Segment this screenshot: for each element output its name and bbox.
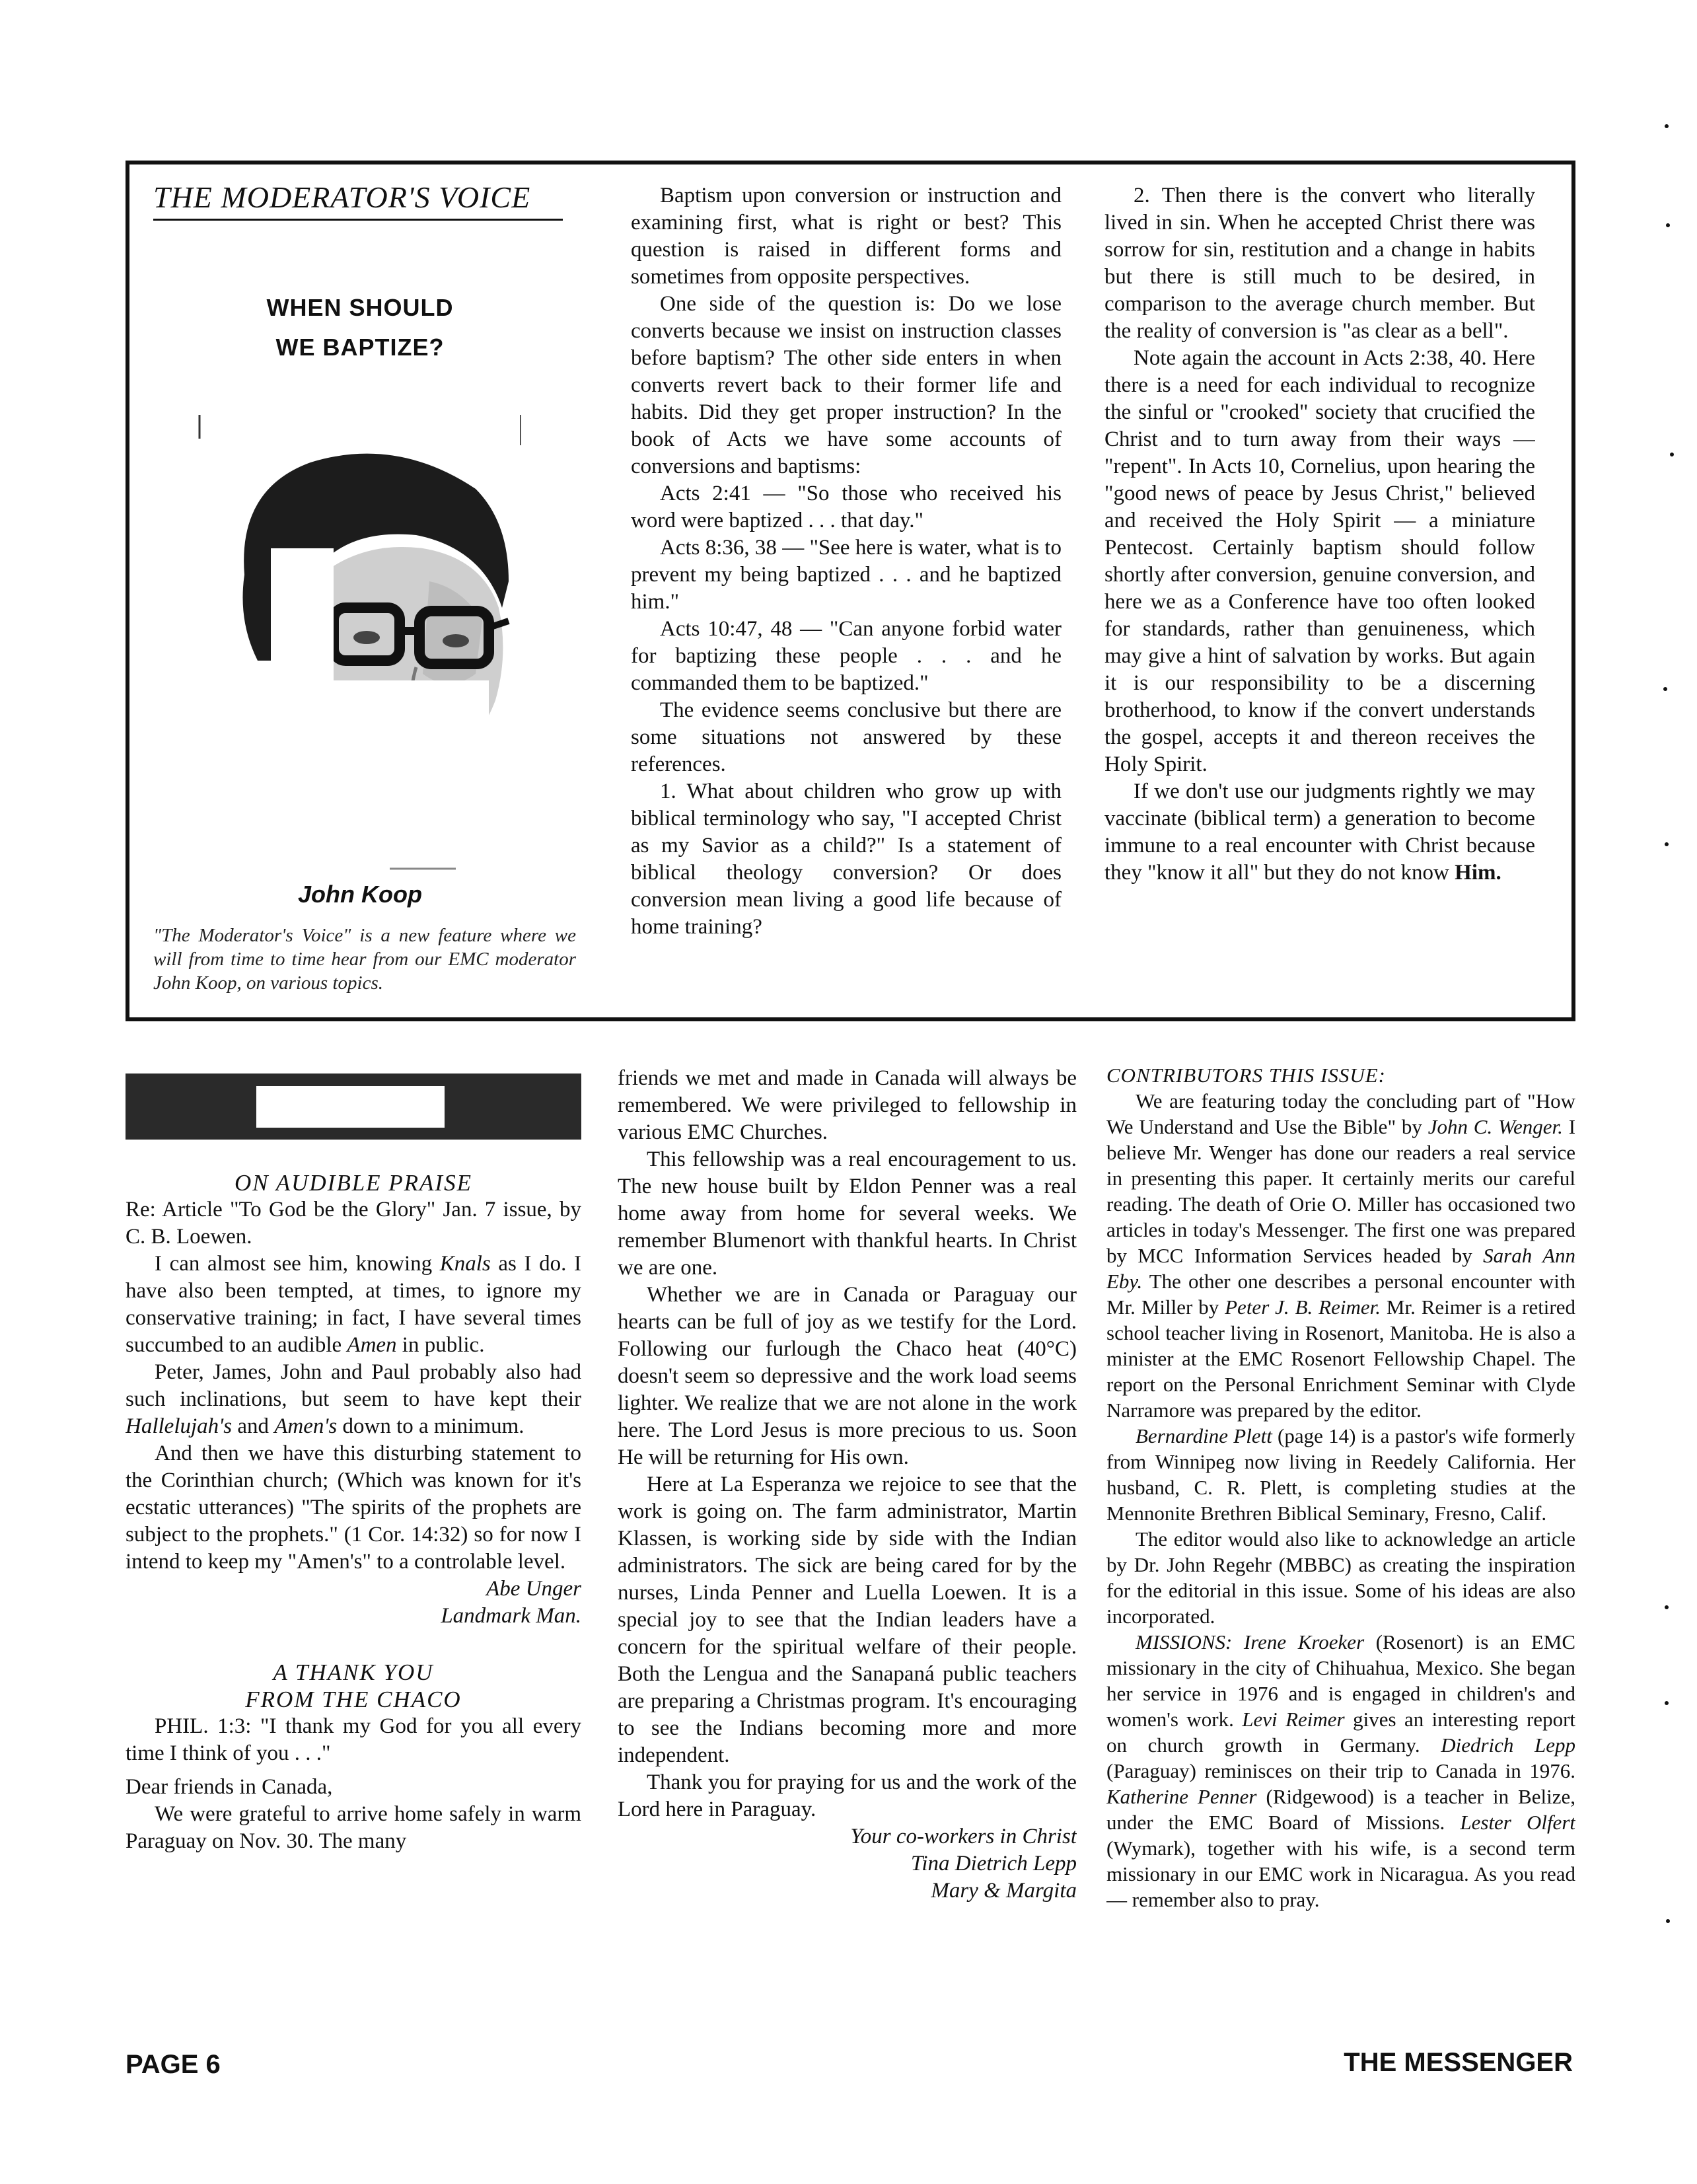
paragraph: Whether we are in Canada or Paraguay our hearts can be full of joy as we testify for the Lord. Following our furlough the Chaco heat (40°C) doesn't seem so depressive and the work load seems lighter. We realize that we are not alone in the work here. The Lord Jesus is more precious to us. Soon He will be returning for His own. [618, 1283, 1077, 1469]
article-title [198, 288, 522, 367]
italic-text: Hallelujah's [126, 1414, 233, 1438]
paragraph: One side of the question is: Do we lose converts because we insist on instruction classes before baptism? The other side enters in when converts revert back to their former life and habits. Did they get proper instruction? In the book of Acts we have some accounts of conversions and baptisms: [631, 292, 1062, 478]
publication-name: THE MESSENGER [1344, 2048, 1573, 2077]
text: and [237, 1414, 269, 1438]
thanks-salutation: Dear friends in Canada, [126, 1775, 333, 1799]
praise-signature-place: Landmark Man. [441, 1604, 581, 1628]
article-title-line1: WHEN SHOULD [266, 294, 454, 321]
text: (Paraguay) reminisces on their trip to Canada in 1976. [1106, 1759, 1575, 1782]
text: Peter, James, John and Paul probably also had such inclinations, but seem to have kept their [126, 1360, 581, 1411]
closing-text: If we don't use our judgments rightly we may vaccinate (biblical term) a generation to become immune to a real encounter with Christ because they "know it all" but they do not know [1104, 780, 1535, 885]
paragraph: Here at La Esperanza we rejoice to see that the work is going on. The farm administrator, Martin Klassen, is working side by side with the Indian administrators. The sick are being cared for by the nurses, Linda Penner and Luella Loewen. It is a special joy to see that the Indian leaders have a concern for the spiritual welfare of their people. Both the Lengua and the Sanapaná public teachers are preparing a Christmas program. It's encouraging to see the Indians becoming more and more independent. [618, 1473, 1077, 1767]
paragraph: 1. What about children who grow up with biblical terminology who say, "I accepted Christ as my Savior as a child?" Is a statement of biblical theology conversion? Or does conversion mean living a good life because of home training? [631, 780, 1062, 939]
banner-redacted-label [256, 1086, 445, 1128]
contributors-title: CONTRIBUTORS THIS ISSUE: [1106, 1064, 1386, 1087]
text: in public. [402, 1333, 485, 1357]
portrait-illustration [198, 410, 525, 872]
section-title: THE MODERATOR'S VOICE [153, 180, 563, 221]
praise-paragraph-2 [126, 1359, 581, 1440]
text: (Wymark), together with his wife, is a second term missionary in our EMC work in Nicaragua. As you read — remember also to pray. [1106, 1837, 1575, 1911]
thanks-paragraph-1: We were grateful to arrive home safely in warm Paraguay on Nov. 30. The many [126, 1802, 581, 1853]
thanks-title-1: A THANK YOU [273, 1659, 434, 1685]
letters-column-2 [618, 1065, 1077, 2049]
scan-speck [1663, 687, 1667, 691]
contributors-paragraph-1 [1106, 1088, 1575, 1423]
scan-speck [1665, 124, 1669, 128]
page-number: PAGE 6 [126, 2050, 221, 2079]
scan-speck [1665, 1701, 1669, 1705]
contributors-paragraph-2 [1106, 1423, 1575, 1526]
article-title-line2: WE BAPTIZE? [275, 334, 445, 361]
paragraph: friends we met and made in Canada will always be remembered. We were privileged to fellowship in various EMC Churches. [618, 1066, 1077, 1144]
thanks-title-2: FROM THE CHACO [245, 1687, 462, 1712]
italic-text: Diedrich Lepp [1441, 1733, 1575, 1757]
praise-signature-name: Abe Unger [486, 1577, 581, 1601]
photo-credit: John Koop [298, 881, 422, 908]
italic-text: Levi Reimer [1242, 1708, 1345, 1731]
contributors-column [1106, 1062, 1575, 2047]
thanks-signature-1: Your co-workers in Christ [850, 1825, 1077, 1848]
letters-column-1 [126, 1169, 581, 2028]
thanks-verse: PHIL. 1:3: "I thank my God for you all every time I think of you . . ." [126, 1714, 581, 1765]
paragraph: Baptism upon conversion or instruction and examining first, what is right or best? This question is raised in different forms and sometimes from opposite perspectives. [631, 184, 1062, 289]
praise-title: ON AUDIBLE PRAISE [235, 1170, 472, 1196]
italic-text: Amen [347, 1333, 397, 1357]
moderator-column-3 [1104, 182, 1535, 992]
italic-text: Knals [439, 1252, 491, 1276]
italic-text: John C. Wenger. [1427, 1115, 1563, 1138]
scan-speck [1666, 1919, 1670, 1923]
paragraph: Thank you for praying for us and the work of the Lord here in Paraguay. [618, 1770, 1077, 1821]
praise-paragraph-1 [126, 1251, 581, 1359]
scan-speck [1666, 223, 1670, 227]
text: gives an interesting report on church growth in Germany. [1106, 1708, 1575, 1757]
thanks-signature-2: Tina Dietrich Lepp [910, 1852, 1077, 1875]
thanks-signature-3: Mary & Margita [931, 1879, 1077, 1903]
text: Mr. Reimer is a retired school teacher living in Rosenort, Manitoba. He is also a minister at the EMC Rosenort Fellowship Chapel. The report on the Personal Enrichment Seminar with Clyde Narramore was prepared by the editor. [1106, 1295, 1575, 1422]
scan-speck [1665, 842, 1669, 846]
scan-speck [1670, 453, 1674, 456]
text: as I do. I have also been tempted, at times, to ignore my conservative training; in fact, I have several times succumbed to an audible [126, 1252, 581, 1357]
text: (page 14) is a pastor's wife formerly from Winnipeg now living in Reedely California. Her husband, C. R. Plett, is completing studies at the Mennonite Brethren Biblical Seminary, Fresno, Calif. [1106, 1424, 1575, 1525]
text: We are featuring today the concluding part of "How We Understand and Use the Bible" by [1106, 1089, 1575, 1138]
paragraph-closing [1104, 778, 1535, 887]
italic-text: Amen's [274, 1414, 338, 1438]
text: I can almost see him, knowing [155, 1252, 433, 1276]
moderator-column-2 [631, 182, 1062, 992]
closing-emphasis: Him. [1455, 861, 1501, 885]
paragraph: Note again the account in Acts 2:38, 40. Here there is a need for each individual to recognize the sinful or "crooked" society that crucified the Christ and to turn away from their ways — "repent". In Acts 10, Cornelius, upon hearing the "good news of peace by Jesus Christ," believed and received the Holy Spirit — a miniature Pentecost. Certainly baptism should follow shortly after conversion, genuine conversion, and here we as a Conference have too often looked for standards, rather than genuineness, which may give a hint of salvation by works. But again it is our responsibility to be a discerning brotherhood, to know if the convert understands the gospel, accepts it and thereon receives the Holy Spirit. [1104, 346, 1535, 776]
text: (Ridgewood) is a teacher in Belize, under the EMC Board of Missions. [1106, 1785, 1575, 1834]
paragraph: The evidence seems conclusive but there are some situations not answered by these references. [631, 698, 1062, 776]
italic-text: Peter J. B. Reimer. [1225, 1295, 1381, 1319]
paragraph: Acts 2:41 — "So those who received his word were baptized . . . that day." [631, 482, 1062, 532]
italic-text: Lester Olfert [1460, 1811, 1575, 1834]
feature-caption: "The Moderator's Voice" is a new feature where we will from time to time hear from our EMC moderator John Koop, on various topics. [153, 925, 576, 994]
contributors-paragraph-3: The editor would also like to acknowledge an article by Dr. John Regehr (MBBC) as creating the inspiration for the editorial in this issue. Some of his ideas are also incorporated. [1106, 1527, 1575, 1628]
paragraph: Acts 10:47, 48 — "Can anyone forbid water for baptizing these people . . . and he commanded them to be baptized." [631, 617, 1062, 695]
letters-banner [126, 1074, 581, 1140]
scan-speck [1665, 1605, 1669, 1609]
italic-text: Katherine Penner [1106, 1785, 1257, 1808]
paragraph: 2. Then there is the convert who literally lived in sin. When he accepted Christ there was sorrow for sin, restitution and a change in habits but there is still much to be desired, in comparison to the average church member. But the reality of conversion is "as clear as a bell". [1104, 184, 1535, 343]
text: down to a minimum. [342, 1414, 524, 1438]
text: I believe Mr. Wenger has done our readers a real service in presenting this paper. It certainly merits our careful reading. The death of Orie O. Miller has occasioned two articles in today's Messenger. The first one was prepared by MCC Information Services headed by [1106, 1115, 1575, 1267]
paragraph: This fellowship was a real encouragement to us. The new house built by Eldon Penner was a real home away from home for several weeks. We remember Blumenort with thankful hearts. In Christ we are one. [618, 1147, 1077, 1280]
italic-text: Bernardine Plett [1136, 1424, 1272, 1447]
portrait-photo [198, 410, 525, 872]
praise-re: Re: Article "To God be the Glory" Jan. 7 issue, by C. B. Loewen. [126, 1198, 581, 1249]
italic-text: Irene Kroeker [1243, 1630, 1365, 1654]
praise-paragraph-3: And then we have this disturbing statement to the Corinthian church; (Which was known for it's ecstatic utterances) "The spirits of the prophets are subject to the prophets." (1 Cor. 14:32) so for now I intend to keep my "Amen's" to a controlable level. [126, 1441, 581, 1574]
italic-text: MISSIONS: [1136, 1630, 1233, 1654]
text: (Rosenort) is an EMC missionary in the city of Chihuahua, Mexico. She began her service in 1976 and is engaged in children's and women's work. [1106, 1630, 1575, 1731]
text: The other one describes a personal encounter with Mr. Miller by [1106, 1270, 1575, 1319]
italic-text: Sarah Ann Eby. [1106, 1244, 1575, 1293]
paragraph: Acts 8:36, 38 — "See here is water, what is to prevent my being baptized . . . and he baptized him." [631, 536, 1062, 614]
contributors-paragraph-4 [1106, 1629, 1575, 1912]
